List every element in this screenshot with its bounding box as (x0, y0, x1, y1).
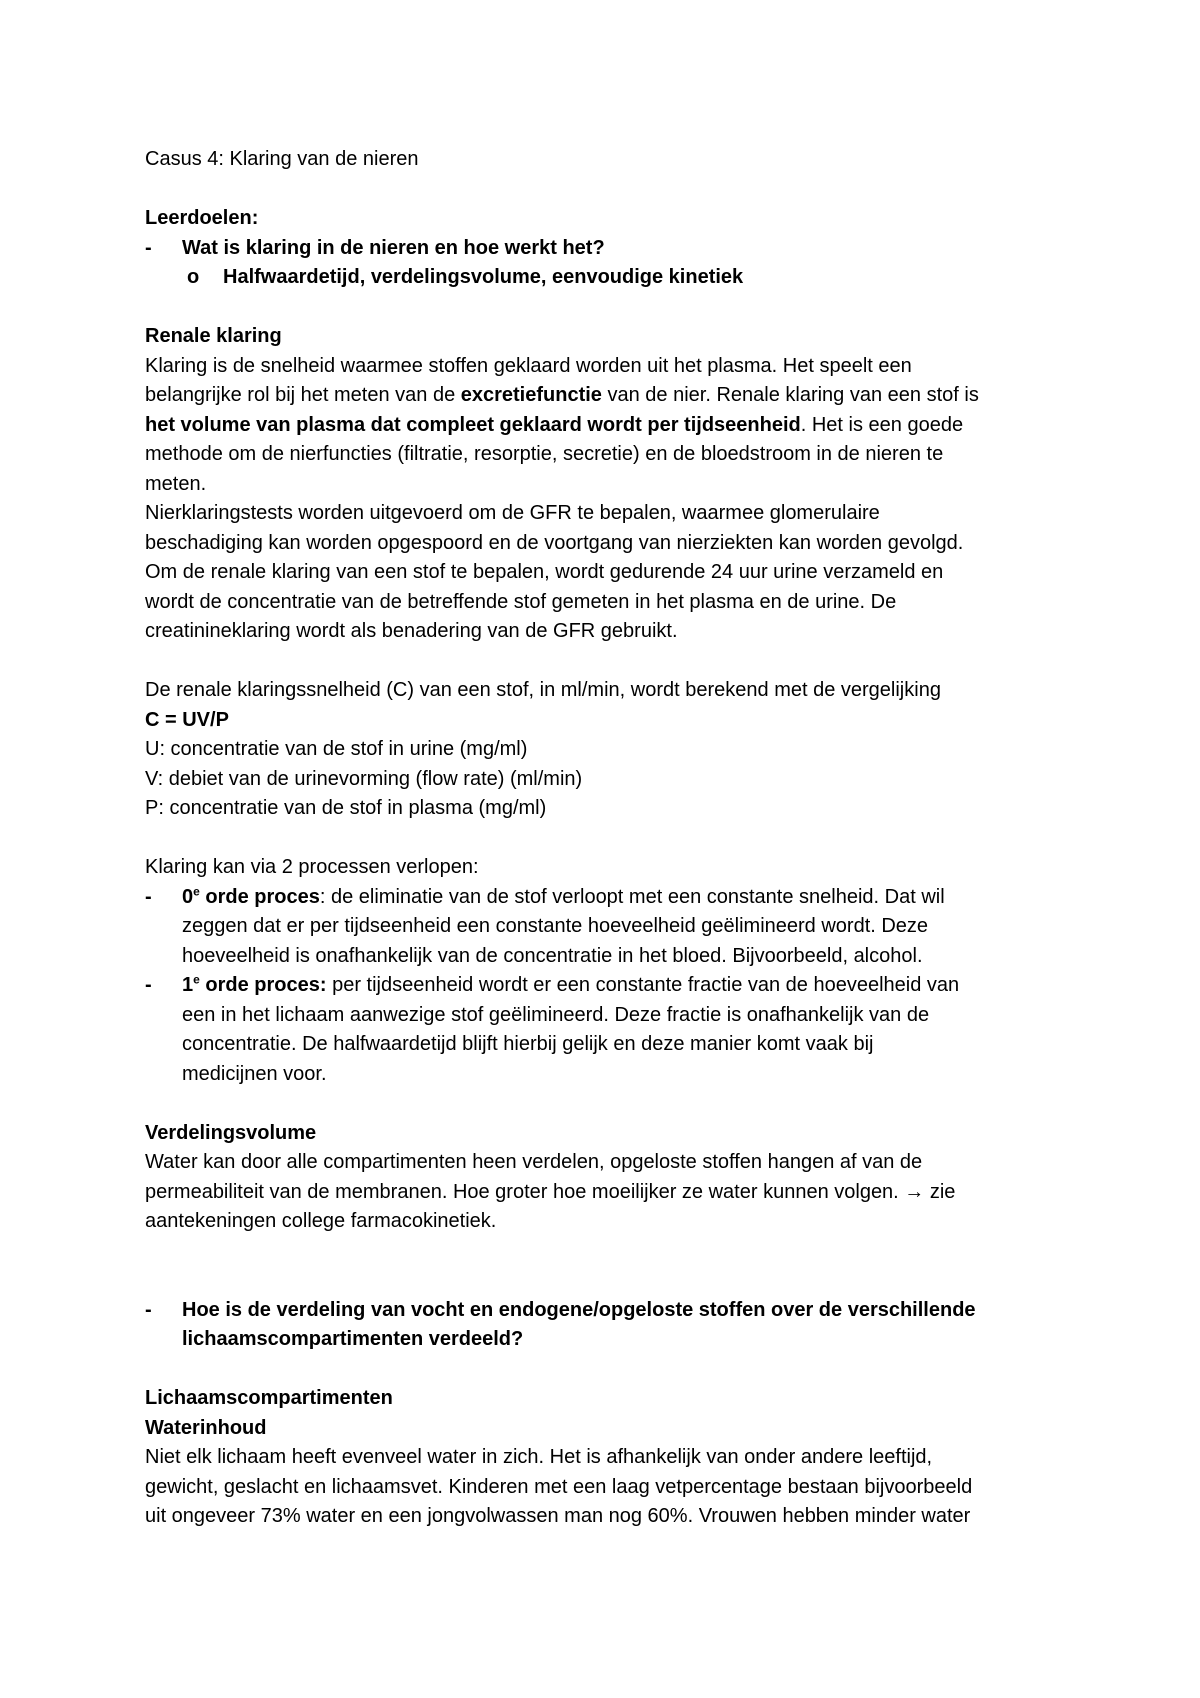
text-span: per tijdseenheid wordt er een constante fractie van de hoeveelheid van (326, 974, 960, 996)
subsection-heading-waterinhoud: Waterinhoud (145, 1416, 267, 1439)
process-line: een in het lichaam aanwezige stof geëlimineerd. Deze fractie is onafhankelijk van de (182, 1003, 930, 1026)
document-body (145, 145, 1065, 1532)
formula-variable: V: debiet van de urinevorming (flow rate) (ml/min) (145, 767, 583, 790)
text-span: van de nier. Renale klaring van een stof is (601, 384, 979, 406)
process-line: hoeveelheid is onafhankelijk van de concentratie in het bloed. Bijvoorbeeld, alcohol. (182, 944, 923, 967)
process-label (182, 883, 320, 908)
bold-definition: het volume van plasma dat compleet geklaard wordt per tijdseenheid (145, 413, 801, 436)
leerdoel-text: Wat is klaring in de nieren en hoe werkt het? (182, 236, 605, 259)
dash-bullet: - (145, 974, 152, 996)
paragraph-line: aantekeningen college farmacokinetiek. (145, 1210, 497, 1232)
order-label: orde proces: (199, 974, 327, 996)
process-line: zeggen dat er per tijdseenheid een constante hoeveelheid geëlimineerd wordt. Deze (182, 915, 929, 937)
leerdoel-subitem (145, 263, 1065, 293)
paragraph-line: Om de renale klaring van een stof te bepalen, wordt gedurende 24 uur urine verzameld en (145, 561, 944, 583)
process-line (182, 971, 1065, 1001)
section-heading-renale-klaring: Renale klaring (145, 325, 282, 347)
paragraph-line: methode om de nierfuncties (filtratie, resorptie, secretie) en de bloedstroom in de nieren te (145, 443, 944, 465)
arrow-right-icon: → (904, 1180, 925, 1203)
bold-term: excretiefunctie (460, 384, 602, 406)
document-title: Casus 4: Klaring van de nieren (145, 148, 419, 170)
paragraph-line: Nierklaringstests worden uitgevoerd om de GFR te bepalen, waarmee glomerulaire (145, 502, 880, 524)
process-line (182, 883, 1065, 913)
text-span: zie (924, 1180, 956, 1203)
dash-bullet: - (145, 236, 152, 259)
leerdoel-text: Hoe is de verdeling van vocht en endogene/opgeloste stoffen over de verschillende (182, 1298, 976, 1321)
paragraph-line: Klaring is de snelheid waarmee stoffen geklaard worden uit het plasma. Het speelt een (145, 354, 912, 377)
text-span: permeabiliteit van de membranen. Hoe groter hoe moeilijker ze water kunnen volgen. (145, 1180, 905, 1203)
paragraph-line: creatinineklaring wordt als benadering van de GFR gebruikt. (145, 620, 678, 642)
text-span: . Het is een goede (800, 413, 964, 436)
dash-bullet: - (145, 885, 152, 908)
order-number: 0 (182, 885, 194, 908)
order-number: 1 (182, 974, 194, 996)
paragraph-line (145, 381, 1065, 411)
superscript: e (193, 972, 200, 987)
text-span: belangrijke rol bij het meten van de (145, 384, 461, 406)
paragraph-line: Niet elk lichaam heeft evenveel water in zich. Het is afhankelijk van onder andere leeftijd, (145, 1446, 933, 1468)
process-line: concentratie. De halfwaardetijd blijft hierbij gelijk en deze manier komt vaak bij (182, 1033, 874, 1055)
leerdoel-text: lichaamscompartimenten verdeeld? (182, 1328, 524, 1350)
section-heading-verdelingsvolume: Verdelingsvolume (145, 1121, 317, 1144)
formula: C = UV/P (145, 708, 229, 731)
paragraph-line: gewicht, geslacht en lichaamsvet. Kinderen met een laag vetpercentage bestaan bijvoorbeeld (145, 1475, 973, 1498)
leerdoel-subtext: Halfwaardetijd, verdelingsvolume, eenvoudige kinetiek (223, 266, 744, 288)
leerdoelen-heading: Leerdoelen: (145, 207, 259, 229)
process-label (182, 974, 327, 996)
dash-bullet: - (145, 1298, 152, 1321)
leerdoel-item (145, 1296, 1065, 1355)
paragraph-line: meten. (145, 472, 207, 495)
text-span: : de eliminatie van de stof verloopt met een constante snelheid. Dat wil (319, 885, 945, 908)
paragraph-line (145, 411, 1065, 441)
formula-intro: De renale klaringssnelheid (C) van een stof, in ml/min, wordt berekend met de vergelijking (145, 679, 941, 701)
process-item-zero-order (145, 883, 1065, 972)
leerdoel-item (145, 234, 1065, 264)
paragraph-line (145, 1178, 1065, 1208)
process-item-first-order (145, 971, 1065, 1089)
paragraph-line: beschadiging kan worden opgespoord en de voortgang van nierziekten kan worden gevolgd. (145, 531, 964, 554)
order-label: orde proces (199, 885, 320, 908)
process-line: medicijnen voor. (182, 1062, 327, 1085)
section-heading-lichaamscompartimenten: Lichaamscompartimenten (145, 1387, 393, 1409)
superscript: e (193, 883, 200, 898)
paragraph-line: Water kan door alle compartimenten heen verdelen, opgeloste stoffen hangen af van de (145, 1151, 923, 1173)
paragraph-line: uit ongeveer 73% water en een jongvolwassen man nog 60%. Vrouwen hebben minder water (145, 1505, 971, 1527)
circle-bullet: o (187, 266, 200, 288)
process-intro: Klaring kan via 2 processen verlopen: (145, 856, 479, 878)
formula-variable: P: concentratie van de stof in plasma (mg/ml) (145, 797, 547, 819)
formula-variable: U: concentratie van de stof in urine (mg/ml) (145, 738, 528, 760)
paragraph-line: wordt de concentratie van de betreffende stof gemeten in het plasma en de urine. De (145, 590, 897, 613)
